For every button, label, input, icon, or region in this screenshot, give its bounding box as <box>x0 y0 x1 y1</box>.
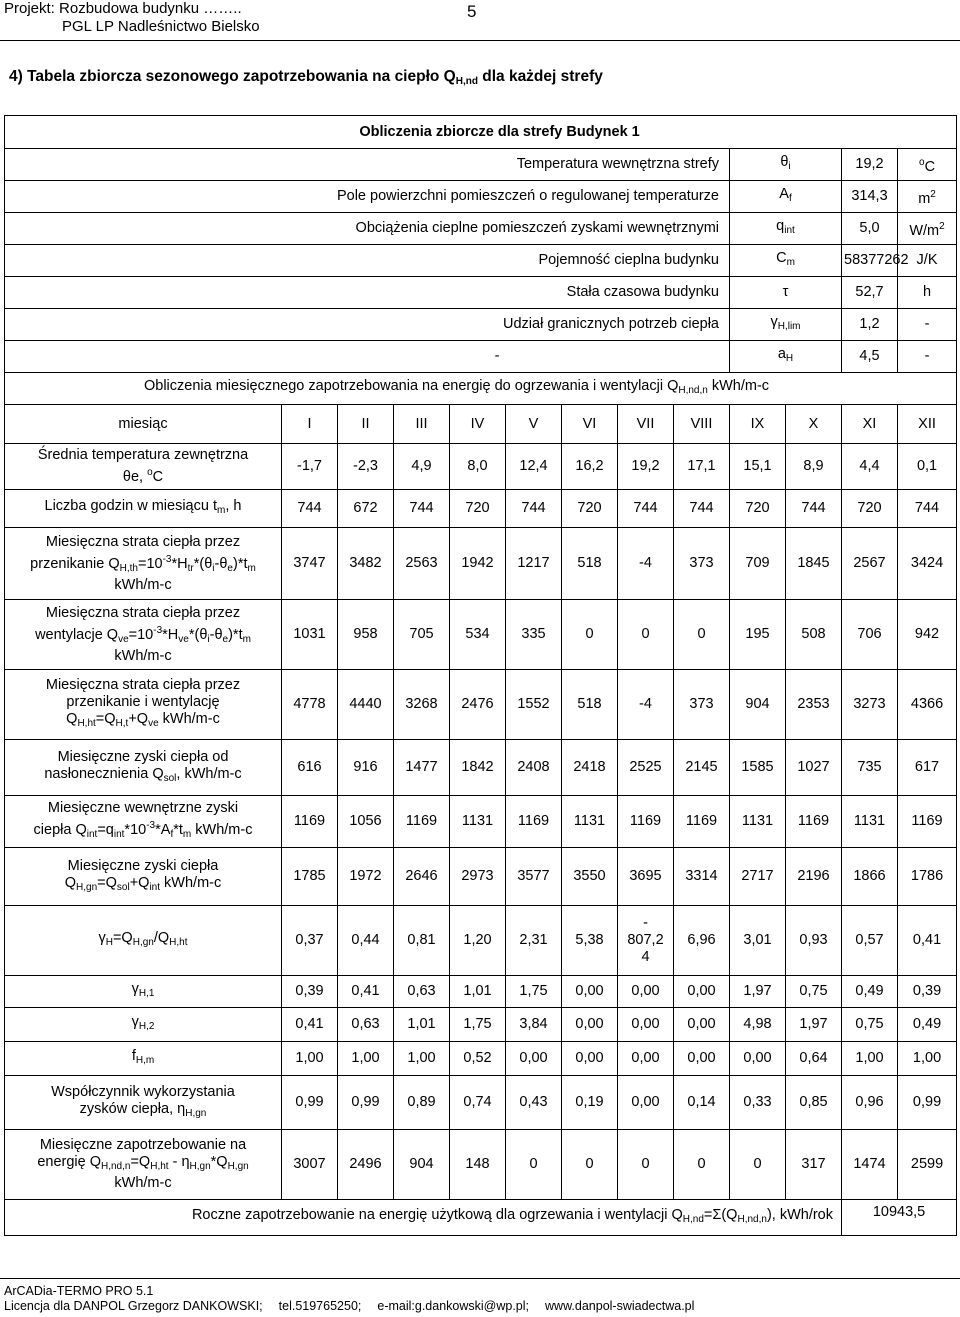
month-header: VII <box>618 405 674 444</box>
summary-value: 1,2 <box>842 309 898 341</box>
monthly-value: 0,00 <box>674 976 730 1008</box>
monthly-value: 0,33 <box>730 1076 786 1130</box>
monthly-value: 3,84 <box>506 1008 562 1042</box>
summary-label: Pole powierzchni pomieszczeń o regulowanej temperaturze <box>5 181 730 213</box>
monthly-value: 148 <box>450 1130 506 1200</box>
summary-unit: $m^2$ <box>898 181 957 213</box>
monthly-value: 958 <box>338 600 394 670</box>
summary-symbol: $C_m$ <box>730 245 842 277</box>
annual-row <box>5 1200 957 1236</box>
monthly-value: 3268 <box>394 670 450 740</box>
monthly-value: 2408 <box>506 740 562 796</box>
monthly-value: 0,99 <box>282 1076 338 1130</box>
monthly-value: 0 <box>562 600 618 670</box>
monthly-value: 720 <box>842 490 898 528</box>
monthly-value: 1,97 <box>730 976 786 1008</box>
monthly-value: 0,64 <box>786 1042 842 1076</box>
monthly-value: 1477 <box>394 740 450 796</box>
section-title: 4) Tabela zbiorcza sezonowego zapotrzebowania na ciepło $Q_{H,nd}$ dla każdej strefy <box>9 68 603 87</box>
monthly-value: 3314 <box>674 848 730 906</box>
monthly-value: 1552 <box>506 670 562 740</box>
monthly-value: 2,31 <box>506 906 562 976</box>
summary-label: Temperatura wewnętrzna strefy <box>5 149 730 181</box>
monthly-value: 0,1 <box>898 444 957 490</box>
page-header <box>4 0 260 36</box>
monthly-value: 735 <box>842 740 898 796</box>
monthly-value: -1,7 <box>282 444 338 490</box>
monthly-value: 1169 <box>394 796 450 848</box>
monthly-value: 0 <box>506 1130 562 1200</box>
monthly-value: 1169 <box>898 796 957 848</box>
monthly-value: 2496 <box>338 1130 394 1200</box>
monthly-value: 2599 <box>898 1130 957 1200</box>
monthly-value: 0 <box>562 1130 618 1200</box>
month-header: III <box>394 405 450 444</box>
month-header: V <box>506 405 562 444</box>
monthly-value: 0,00 <box>618 976 674 1008</box>
summary-unit: $^o$C <box>898 149 957 181</box>
summary-row <box>5 277 957 309</box>
monthly-value: 916 <box>338 740 394 796</box>
monthly-value: 1031 <box>282 600 338 670</box>
summary-row <box>5 309 957 341</box>
summary-title-row <box>5 116 957 149</box>
monthly-value: 3482 <box>338 528 394 600</box>
monthly-value: 0,19 <box>562 1076 618 1130</box>
monthly-row-label: Średnia temperatura zewnętrzna θe, $^o$C <box>5 444 282 490</box>
summary-unit: - <box>898 341 957 373</box>
license-line <box>4 1299 694 1314</box>
monthly-value: 0,93 <box>786 906 842 976</box>
monthly-row-label: Miesięczne zyski ciepła od nasłonecznienia $Q_{sol}$, kWh/m-c <box>5 740 282 796</box>
monthly-value: 744 <box>674 490 730 528</box>
months-label: miesiąc <box>5 405 282 444</box>
monthly-value: 720 <box>730 490 786 528</box>
monthly-value: 0,96 <box>842 1076 898 1130</box>
annual-label: Roczne zapotrzebowanie na energię użytkową dla ogrzewania i wentylacji $Q_{H,nd}=\Sigma(Q_{H,nd,n})$, kWh/rok <box>5 1200 842 1236</box>
project-title: Projekt: Rozbudowa budynku …….. <box>4 0 242 17</box>
months-header-row <box>5 405 957 444</box>
monthly-value: 2646 <box>394 848 450 906</box>
monthly-value: 672 <box>338 490 394 528</box>
monthly-value: - 807,2 4 <box>618 906 674 976</box>
monthly-value: 1786 <box>898 848 957 906</box>
monthly-value: 1027 <box>786 740 842 796</box>
monthly-value: 2476 <box>450 670 506 740</box>
summary-symbol: $\gamma_{H,lim}$ <box>730 309 842 341</box>
monthly-value: 0,41 <box>898 906 957 976</box>
phone-text: tel.519765250; <box>278 1299 362 1313</box>
month-header: XI <box>842 405 898 444</box>
summary-row <box>5 341 957 373</box>
monthly-value: 744 <box>394 490 450 528</box>
monthly-value: 2717 <box>730 848 786 906</box>
monthly-value: 0,00 <box>618 1042 674 1076</box>
summary-symbol: τ <box>730 277 842 309</box>
monthly-value: 15,1 <box>730 444 786 490</box>
monthly-value: 1,00 <box>282 1042 338 1076</box>
summary-label: Stała czasowa budynku <box>5 277 730 309</box>
monthly-value: 2567 <box>842 528 898 600</box>
monthly-value: 2145 <box>674 740 730 796</box>
month-header: IX <box>730 405 786 444</box>
monthly-value: 0,75 <box>842 1008 898 1042</box>
monthly-value: 2196 <box>786 848 842 906</box>
summary-symbol: $a_H$ <box>730 341 842 373</box>
monthly-value: 1217 <box>506 528 562 600</box>
monthly-value: 0 <box>618 1130 674 1200</box>
monthly-value: 508 <box>786 600 842 670</box>
summary-symbol: $\theta_i$ <box>730 149 842 181</box>
monthly-value: 744 <box>506 490 562 528</box>
monthly-value: 0,00 <box>562 1042 618 1076</box>
monthly-row <box>5 848 957 906</box>
summary-unit: h <box>898 277 957 309</box>
monthly-value: 1474 <box>842 1130 898 1200</box>
monthly-value: 2353 <box>786 670 842 740</box>
monthly-value: 317 <box>786 1130 842 1200</box>
summary-label: Udział granicznych potrzeb ciepła <box>5 309 730 341</box>
monthly-value: 2973 <box>450 848 506 906</box>
monthly-value: 0,44 <box>338 906 394 976</box>
summary-label: Pojemność cieplna budynku <box>5 245 730 277</box>
monthly-value: 0,63 <box>394 976 450 1008</box>
monthly-row <box>5 740 957 796</box>
monthly-value: 1,00 <box>842 1042 898 1076</box>
monthly-value: 0,99 <box>898 1076 957 1130</box>
monthly-value: 0 <box>730 1130 786 1200</box>
monthly-value: 0,52 <box>450 1042 506 1076</box>
monthly-value: 0,00 <box>730 1042 786 1076</box>
summary-row <box>5 213 957 245</box>
monthly-value: 195 <box>730 600 786 670</box>
monthly-value: 1169 <box>674 796 730 848</box>
monthly-value: 1585 <box>730 740 786 796</box>
monthly-value: 0,49 <box>842 976 898 1008</box>
month-header: X <box>786 405 842 444</box>
monthly-value: 2563 <box>394 528 450 600</box>
monthly-value: 744 <box>786 490 842 528</box>
monthly-value: 1942 <box>450 528 506 600</box>
monthly-value: 1,00 <box>898 1042 957 1076</box>
monthly-value: 709 <box>730 528 786 600</box>
monthly-value: 3424 <box>898 528 957 600</box>
monthly-value: 706 <box>842 600 898 670</box>
monthly-row-label: $\gamma_{H,2}$ <box>5 1008 282 1042</box>
monthly-value: 0,81 <box>394 906 450 976</box>
heating-demand-table <box>4 115 957 1236</box>
summary-label: - <box>5 341 730 373</box>
monthly-value: 6,96 <box>674 906 730 976</box>
monthly-value: 5,38 <box>562 906 618 976</box>
monthly-value: 4366 <box>898 670 957 740</box>
page-footer <box>4 1284 694 1314</box>
summary-unit: $W/m^2$ <box>898 213 957 245</box>
summary-value: 19,2 <box>842 149 898 181</box>
summary-table-wrap <box>4 115 956 1225</box>
monthly-value: 3550 <box>562 848 618 906</box>
monthly-value: 8,0 <box>450 444 506 490</box>
monthly-value: 1,20 <box>450 906 506 976</box>
monthly-row-label: Współczynnik wykorzystania zysków ciepła, $\eta_{H,gn}$ <box>5 1076 282 1130</box>
monthly-value: 518 <box>562 670 618 740</box>
monthly-value: 1,75 <box>450 1008 506 1042</box>
page-number: 5 <box>467 2 477 21</box>
monthly-row <box>5 796 957 848</box>
monthly-value: 1,97 <box>786 1008 842 1042</box>
summary-row <box>5 149 957 181</box>
monthly-title-row <box>5 373 957 405</box>
monthly-value: 3577 <box>506 848 562 906</box>
monthly-value: 1131 <box>842 796 898 848</box>
monthly-value: 16,2 <box>562 444 618 490</box>
monthly-value: 0,37 <box>282 906 338 976</box>
month-header: IV <box>450 405 506 444</box>
monthly-value: 720 <box>450 490 506 528</box>
monthly-value: 744 <box>898 490 957 528</box>
monthly-row <box>5 1076 957 1130</box>
email-text: e-mail:g.dankowski@wp.pl; <box>377 1299 530 1313</box>
monthly-value: 3,01 <box>730 906 786 976</box>
footer-divider <box>0 1278 960 1279</box>
monthly-value: 720 <box>562 490 618 528</box>
investor-name: PGL LP Nadleśnictwo Bielsko <box>62 18 260 35</box>
monthly-value: -4 <box>618 670 674 740</box>
monthly-value: 0,00 <box>562 1008 618 1042</box>
monthly-value: 904 <box>730 670 786 740</box>
monthly-value: 518 <box>562 528 618 600</box>
monthly-value: 4440 <box>338 670 394 740</box>
monthly-value: 0,41 <box>338 976 394 1008</box>
monthly-value: 0,00 <box>618 1076 674 1130</box>
month-header: I <box>282 405 338 444</box>
monthly-value: 0,74 <box>450 1076 506 1130</box>
monthly-value: 0,00 <box>674 1008 730 1042</box>
monthly-value: 1,00 <box>394 1042 450 1076</box>
monthly-value: 705 <box>394 600 450 670</box>
monthly-value: 0,75 <box>786 976 842 1008</box>
monthly-row <box>5 600 957 670</box>
month-header: VIII <box>674 405 730 444</box>
monthly-value: 1,75 <box>506 976 562 1008</box>
summary-value: 58377262 <box>842 245 898 277</box>
monthly-value: 1,01 <box>450 976 506 1008</box>
monthly-value: 1785 <box>282 848 338 906</box>
summary-value: 314,3 <box>842 181 898 213</box>
monthly-value: 1842 <box>450 740 506 796</box>
summary-value: 52,7 <box>842 277 898 309</box>
monthly-value: 1845 <box>786 528 842 600</box>
monthly-row-label: Miesięczna strata ciepła przez przenikanie i wentylację $Q_{H,ht}=Q_{H,t}+Q_{ve}$ kWh/m-c <box>5 670 282 740</box>
monthly-value: 534 <box>450 600 506 670</box>
monthly-value: 19,2 <box>618 444 674 490</box>
annual-value: 10943,5 <box>842 1200 957 1236</box>
monthly-value: 0,63 <box>338 1008 394 1042</box>
monthly-value: 1169 <box>282 796 338 848</box>
summary-title: Obliczenia zbiorcze dla strefy Budynek 1 <box>5 116 957 149</box>
monthly-value: 0,39 <box>282 976 338 1008</box>
header-divider <box>0 40 960 41</box>
monthly-value: 0,41 <box>282 1008 338 1042</box>
monthly-value: 0,00 <box>674 1042 730 1076</box>
monthly-row-label: $\gamma_H=Q_{H,gn}/Q_{H,ht}$ <box>5 906 282 976</box>
monthly-value: 4,4 <box>842 444 898 490</box>
monthly-value: 0,43 <box>506 1076 562 1130</box>
monthly-value: 1,01 <box>394 1008 450 1042</box>
monthly-row-label: Miesięczne zapotrzebowanie na energię $Q_{H,nd,n}=Q_{H,ht} - \eta_{H,gn}*Q_{H,gn}$ kWh/m-c <box>5 1130 282 1200</box>
software-name: ArCADia-TERMO PRO 5.1 <box>4 1284 154 1298</box>
monthly-row <box>5 444 957 490</box>
monthly-value: 4,9 <box>394 444 450 490</box>
monthly-value: 1169 <box>786 796 842 848</box>
month-header: XII <box>898 405 957 444</box>
summary-row <box>5 245 957 277</box>
summary-label: Obciążenia cieplne pomieszczeń zyskami wewnętrznymi <box>5 213 730 245</box>
monthly-value: 3273 <box>842 670 898 740</box>
monthly-value: 0,49 <box>898 1008 957 1042</box>
monthly-value: 1131 <box>450 796 506 848</box>
summary-value: 5,0 <box>842 213 898 245</box>
monthly-value: 0,00 <box>506 1042 562 1076</box>
monthly-value: 0,00 <box>562 976 618 1008</box>
monthly-row <box>5 528 957 600</box>
monthly-value: 1056 <box>338 796 394 848</box>
monthly-value: 335 <box>506 600 562 670</box>
monthly-value: 1169 <box>618 796 674 848</box>
monthly-value: 0 <box>618 600 674 670</box>
monthly-value: 0,00 <box>618 1008 674 1042</box>
summary-row <box>5 181 957 213</box>
monthly-row <box>5 976 957 1008</box>
monthly-value: 744 <box>618 490 674 528</box>
summary-symbol: $q_{int}$ <box>730 213 842 245</box>
monthly-value: 3747 <box>282 528 338 600</box>
monthly-value: 4,98 <box>730 1008 786 1042</box>
monthly-value: 3007 <box>282 1130 338 1200</box>
monthly-row-label: Liczba godzin w miesiącu $t_m$, h <box>5 490 282 528</box>
monthly-value: 942 <box>898 600 957 670</box>
monthly-value: 617 <box>898 740 957 796</box>
monthly-value: 0,89 <box>394 1076 450 1130</box>
monthly-value: 616 <box>282 740 338 796</box>
website-link[interactable]: www.danpol-swiadectwa.pl <box>545 1299 695 1313</box>
month-header: II <box>338 405 394 444</box>
monthly-value: 3695 <box>618 848 674 906</box>
monthly-value: 12,4 <box>506 444 562 490</box>
monthly-value: 2418 <box>562 740 618 796</box>
monthly-value: 0,14 <box>674 1076 730 1130</box>
monthly-value: 373 <box>674 670 730 740</box>
summary-unit: - <box>898 309 957 341</box>
summary-value: 4,5 <box>842 341 898 373</box>
monthly-value: 0 <box>674 1130 730 1200</box>
monthly-value: 1,00 <box>338 1042 394 1076</box>
monthly-row-label: Miesięczne wewnętrzne zyski ciepła $Q_{int}=q_{int}*10^{-3}*A_f*t_m$ kWh/m-c <box>5 796 282 848</box>
monthly-row <box>5 1130 957 1200</box>
monthly-value: 0,39 <box>898 976 957 1008</box>
monthly-value: 17,1 <box>674 444 730 490</box>
monthly-row-label: Miesięczne zyski ciepła $Q_{H,gn}=Q_{sol}+Q_{int}$ kWh/m-c <box>5 848 282 906</box>
monthly-value: 0 <box>674 600 730 670</box>
monthly-row <box>5 490 957 528</box>
monthly-value: 0,85 <box>786 1076 842 1130</box>
monthly-value: 1866 <box>842 848 898 906</box>
monthly-value: -2,3 <box>338 444 394 490</box>
month-header: VI <box>562 405 618 444</box>
monthly-row-label: $f_{H,m}$ <box>5 1042 282 1076</box>
monthly-value: 1972 <box>338 848 394 906</box>
monthly-row <box>5 1008 957 1042</box>
monthly-row <box>5 906 957 976</box>
monthly-value: 373 <box>674 528 730 600</box>
monthly-title: Obliczenia miesięcznego zapotrzebowania na energię do ogrzewania i wentylacji $Q_{H,nd,n}$ kWh/m-c <box>5 373 957 405</box>
monthly-value: 1169 <box>506 796 562 848</box>
monthly-value: -4 <box>618 528 674 600</box>
monthly-value: 2525 <box>618 740 674 796</box>
summary-symbol: $A_f$ <box>730 181 842 213</box>
monthly-value: 0,99 <box>338 1076 394 1130</box>
license-text: Licencja dla DANPOL Grzegorz DANKOWSKI; <box>4 1299 263 1313</box>
monthly-value: 1131 <box>730 796 786 848</box>
monthly-row-label: Miesięczna strata ciepła przez przenikanie $Q_{H,th}=10^{-3}*H_{tr}*(\theta_i-\theta_e)*t_m$ kWh/m-c <box>5 528 282 600</box>
monthly-value: 4778 <box>282 670 338 740</box>
monthly-value: 8,9 <box>786 444 842 490</box>
monthly-value: 0,57 <box>842 906 898 976</box>
monthly-row-label: Miesięczna strata ciepła przez wentylacje $Q_{ve}=10^{-3}*H_{ve}*(\theta_i-\theta_e)*t_m$ kWh/m-c <box>5 600 282 670</box>
monthly-value: 904 <box>394 1130 450 1200</box>
monthly-row <box>5 1042 957 1076</box>
monthly-value: 744 <box>282 490 338 528</box>
monthly-row <box>5 670 957 740</box>
monthly-value: 1131 <box>562 796 618 848</box>
summary-unit: J/K <box>898 245 957 277</box>
monthly-row-label: $\gamma_{H,1}$ <box>5 976 282 1008</box>
